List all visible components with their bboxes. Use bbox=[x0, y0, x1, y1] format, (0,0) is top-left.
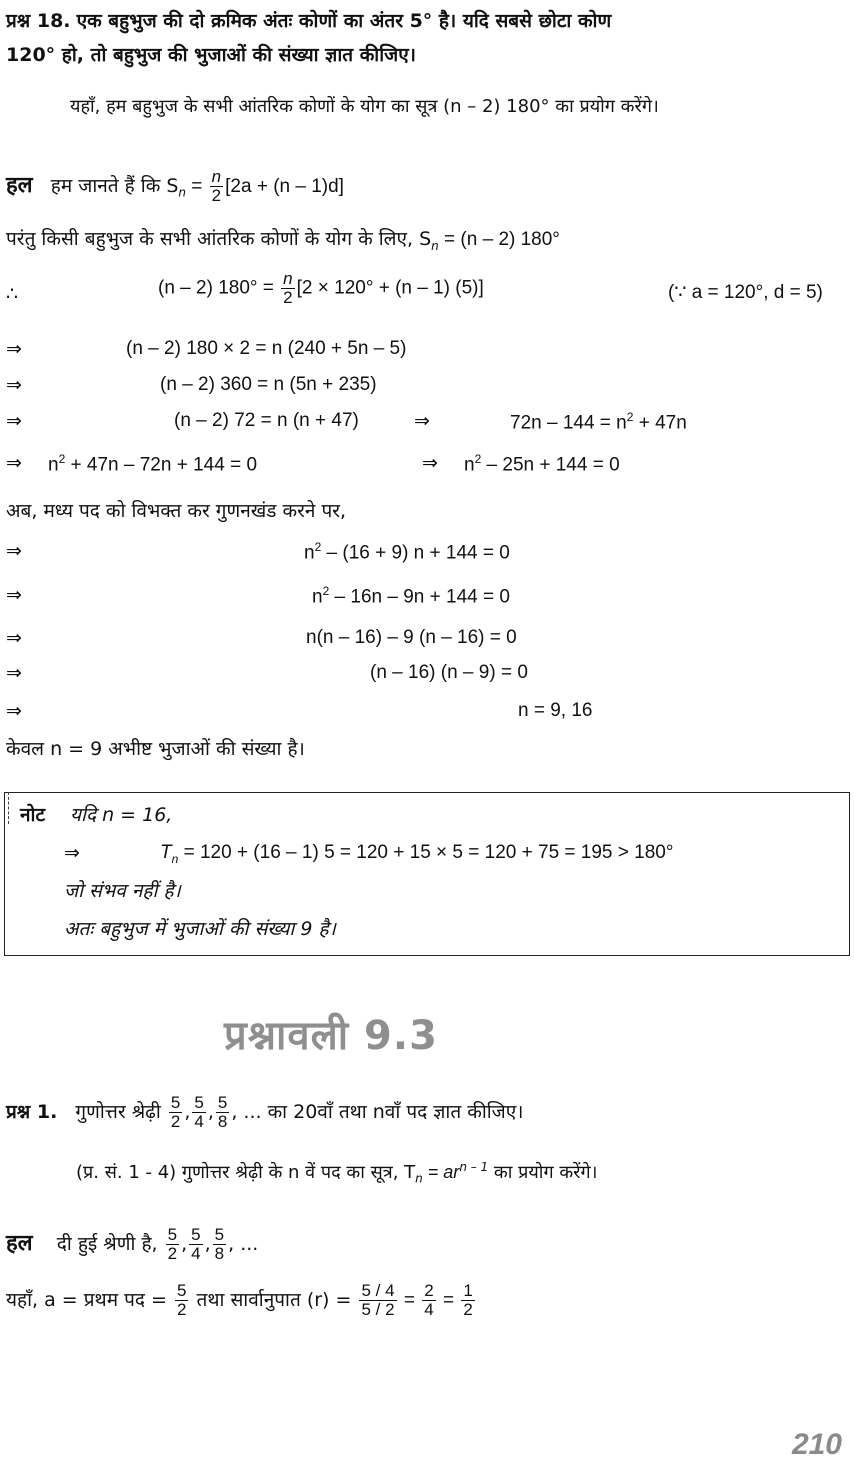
fraction-numerator: 5 bbox=[191, 1225, 201, 1244]
fraction-numerator: 5 bbox=[170, 1093, 181, 1112]
equation-line-6a: (n – 2) 72 = n (n + 47) bbox=[174, 410, 359, 431]
fraction-numerator: 1 bbox=[463, 1281, 473, 1300]
fraction bbox=[210, 168, 223, 205]
implies-arrow: ⇒ bbox=[6, 627, 22, 649]
equation-text: 72n – 144 = n bbox=[510, 412, 627, 434]
formula: [2a + (n – 1)d] bbox=[225, 175, 344, 197]
implies-arrow: ⇒ bbox=[6, 374, 22, 396]
fraction-denominator: 4 bbox=[191, 1243, 201, 1263]
implies-arrow: ⇒ bbox=[64, 842, 80, 864]
exercise-title: प्रश्नावली 9.3 bbox=[224, 1013, 438, 1059]
subscript: n bbox=[415, 1171, 423, 1186]
question-1-line: प्रश्न 1. गुणोत्तर श्रेढ़ी $\frac{5}{2}$ , $\frac{5}{4}$ , $\frac{5}{8}$ , ... का 20वाँ तथा nवाँ पद ज्ञात कीजिए। bbox=[6, 1093, 524, 1131]
superscript: 2 bbox=[322, 584, 330, 598]
fraction bbox=[281, 270, 294, 307]
fraction bbox=[175, 1282, 188, 1319]
equation-line-9 bbox=[304, 540, 510, 565]
solution-text: तथा सार्वानुपात (r) = bbox=[190, 1288, 358, 1311]
solution-text: परंतु किसी बहुभुज के सभी आंतरिक कोणों के योग के लिए, S bbox=[6, 228, 432, 250]
fraction-numerator: 5 / 4 bbox=[361, 1281, 395, 1300]
superscript: 2 bbox=[58, 452, 66, 466]
fraction-denominator: 5 / 2 bbox=[361, 1299, 395, 1319]
question-label: प्रश्न 1. bbox=[6, 1100, 58, 1123]
fraction bbox=[192, 1094, 205, 1131]
given-values-note: (∵ a = 120°, d = 5) bbox=[668, 282, 823, 303]
solution-text: दी हुई श्रेणी है, bbox=[56, 1232, 158, 1255]
equation-text: (n – 2) 180° = bbox=[158, 277, 280, 299]
superscript: 2 bbox=[626, 410, 634, 424]
equals: = bbox=[186, 175, 208, 197]
hint-text: (प्र. सं. 1 - 4) गुणोत्तर श्रेढ़ी के n वें पद का सूत्र, T bbox=[76, 1162, 416, 1183]
solution-1-line-1: हल दी हुई श्रेणी है, $\frac{5}{2}$ , $\frac{5}{4}$ , $\frac{5}{8}$ , ... bbox=[6, 1225, 259, 1263]
note-divider bbox=[8, 792, 9, 824]
fraction-denominator: 4 bbox=[194, 1111, 204, 1131]
fraction-denominator: 2 bbox=[211, 185, 222, 205]
hint-text: यहाँ, हम बहुभुज के सभी आंतरिक कोणों के योग का सूत्र (n – 2) 180° का प्रयोग करेंगे। bbox=[70, 96, 659, 117]
implies-arrow: ⇒ bbox=[6, 410, 22, 432]
fraction-numerator: 5 bbox=[167, 1225, 178, 1244]
equation-text: + 47n – 72n + 144 = 0 bbox=[65, 454, 258, 476]
solution-label: हल bbox=[6, 1230, 33, 1256]
equation-line-12: (n – 16) (n – 9) = 0 bbox=[370, 662, 528, 683]
equation-text: [2 × 120° + (n – 1) (5)] bbox=[296, 277, 484, 299]
subscript: n bbox=[171, 851, 179, 866]
equation-line-13: n = 9, 16 bbox=[518, 700, 593, 721]
note-label: नोट bbox=[20, 804, 46, 826]
implies-arrow: ⇒ bbox=[6, 452, 22, 474]
fraction bbox=[166, 1226, 179, 1263]
fraction bbox=[189, 1226, 202, 1263]
subscript: n bbox=[178, 185, 187, 200]
equation-text: n bbox=[464, 454, 475, 476]
implies-arrow: ⇒ bbox=[414, 410, 430, 432]
equation-text: – (16 + 9) n + 144 = 0 bbox=[321, 542, 510, 564]
therefore-symbol: ∴ bbox=[6, 283, 19, 305]
equation-line-11: n(n – 16) – 9 (n – 16) = 0 bbox=[306, 627, 517, 648]
equation-text: n bbox=[304, 542, 315, 564]
fraction-denominator: 8 bbox=[214, 1243, 225, 1263]
equation-text: n bbox=[312, 586, 323, 608]
question-text: गुणोत्तर श्रेढ़ी bbox=[75, 1100, 161, 1123]
implies-arrow: ⇒ bbox=[6, 700, 22, 722]
implies-arrow: ⇒ bbox=[6, 662, 22, 684]
solution-conclusion: केवल n = 9 अभीष्ट भुजाओं की संख्या है। bbox=[6, 738, 305, 760]
equation-line-3 bbox=[158, 270, 484, 307]
implies-arrow: ⇒ bbox=[422, 452, 438, 474]
equation-text: + 47n bbox=[633, 412, 687, 434]
formula: = (n – 2) 180° bbox=[438, 229, 560, 250]
solution-text: यहाँ, a = प्रथम पद = bbox=[6, 1288, 173, 1311]
fraction bbox=[213, 1226, 226, 1263]
implies-arrow: ⇒ bbox=[6, 540, 22, 562]
fraction-denominator: 2 bbox=[283, 287, 293, 307]
equation-line-6b bbox=[510, 410, 687, 435]
solution-label: हल bbox=[6, 172, 33, 198]
question-text: , ... का 20वाँ तथा nवाँ पद ज्ञात कीजिए। bbox=[231, 1100, 524, 1123]
solution-text: , ... bbox=[228, 1232, 259, 1255]
equation-text: n bbox=[48, 454, 59, 476]
equation-line-4: (n – 2) 180 × 2 = n (240 + 5n – 5) bbox=[126, 338, 407, 359]
question-18-line-1 bbox=[6, 10, 611, 33]
term-symbol: T bbox=[160, 842, 172, 863]
solution-1-line-2 bbox=[6, 1282, 477, 1319]
fraction bbox=[169, 1094, 182, 1131]
fraction-denominator: 8 bbox=[217, 1111, 228, 1131]
equation-text: = 120 + (16 – 1) 5 = 120 + 15 × 5 = 120 + 75 = 195 > 180° bbox=[178, 842, 674, 863]
solution-text: हम जानते हैं कि S bbox=[50, 174, 179, 197]
fraction bbox=[216, 1094, 229, 1131]
fraction-numerator: 2 bbox=[424, 1281, 434, 1300]
hint-text: का प्रयोग करेंगे। bbox=[488, 1162, 598, 1183]
fraction bbox=[359, 1282, 396, 1319]
subscript: n bbox=[431, 238, 439, 253]
fraction-denominator: 2 bbox=[463, 1299, 473, 1319]
fraction bbox=[461, 1282, 474, 1319]
fraction-numerator: 5 bbox=[217, 1093, 228, 1112]
equation-line-10 bbox=[312, 584, 510, 609]
fraction-denominator: 4 bbox=[424, 1299, 434, 1319]
note-line-2 bbox=[160, 842, 673, 866]
formula: = ar bbox=[422, 1162, 460, 1182]
solution-text-factorise: अब, मध्य पद को विभक्त कर गुणनखंड करने पर, bbox=[6, 500, 347, 522]
question-label: प्रश्न 18. bbox=[6, 10, 71, 32]
superscript: n – 1 bbox=[459, 1160, 489, 1174]
implies-arrow: ⇒ bbox=[6, 584, 22, 606]
fraction-denominator: 2 bbox=[170, 1111, 181, 1131]
note-line-1: यदि n = 16, bbox=[70, 804, 173, 826]
equation-line-7a bbox=[48, 452, 257, 477]
solution-line-1 bbox=[6, 168, 344, 205]
question-18-line-2: 120° हो, तो बहुभुज की भुजाओं की संख्या ज्ञात कीजिए। bbox=[6, 44, 416, 66]
equation-line-5: (n – 2) 360 = n (5n + 235) bbox=[160, 374, 377, 395]
equation-text: – 25n + 144 = 0 bbox=[481, 454, 620, 476]
fraction-numerator: 5 bbox=[214, 1225, 225, 1244]
page-number: 210 bbox=[791, 1428, 842, 1461]
fraction bbox=[422, 1282, 435, 1319]
fraction-numerator: n bbox=[283, 269, 293, 288]
fraction-numerator: 5 bbox=[177, 1281, 187, 1300]
superscript: 2 bbox=[314, 540, 322, 554]
note-line-3: जो संभव नहीं है। bbox=[64, 880, 181, 902]
equation-text: – 16n – 9n + 144 = 0 bbox=[329, 586, 510, 608]
equation-line-7b bbox=[464, 452, 620, 477]
implies-arrow: ⇒ bbox=[6, 338, 22, 360]
fraction-denominator: 2 bbox=[167, 1243, 178, 1263]
fraction-denominator: 2 bbox=[177, 1299, 187, 1319]
note-line-4: अतः बहुभुज में भुजाओं की संख्या 9 है। bbox=[64, 918, 336, 940]
superscript: 2 bbox=[474, 452, 482, 466]
equals: = bbox=[398, 1289, 421, 1311]
solution-line-2 bbox=[6, 228, 560, 253]
equals: = bbox=[437, 1289, 460, 1311]
q1-hint bbox=[76, 1160, 597, 1186]
fraction-numerator: 5 bbox=[194, 1093, 204, 1112]
question-text: एक बहुभुज की दो क्रमिक अंतः कोणों का अंतर 5° है। यदि सबसे छोटा कोण bbox=[76, 10, 612, 32]
fraction-numerator: n bbox=[211, 167, 222, 186]
